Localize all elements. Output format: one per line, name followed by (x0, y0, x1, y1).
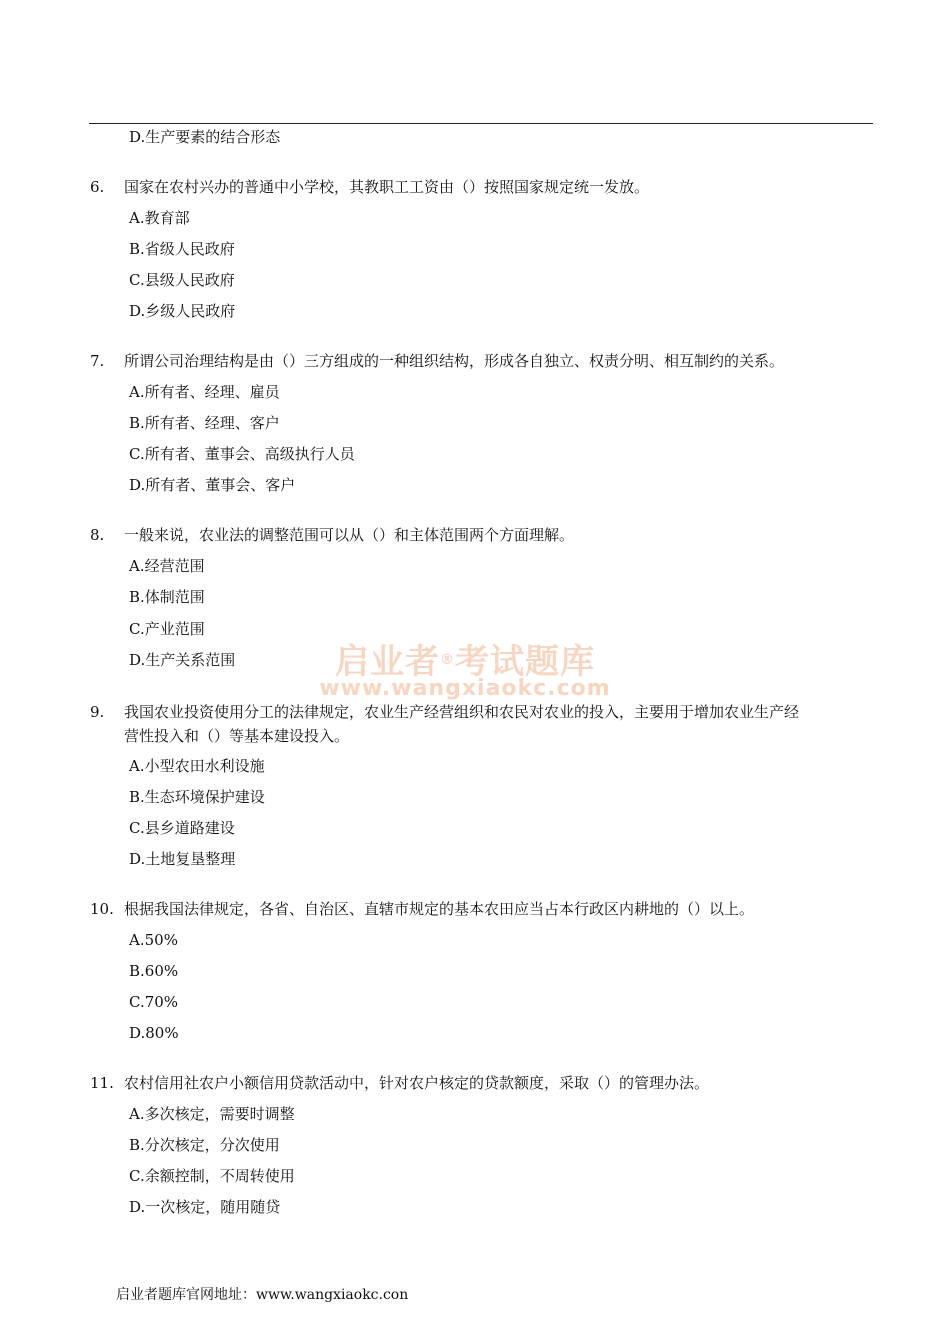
prev-question-option-d: D.生产要素的结合形态 (129, 128, 281, 146)
question-11-option-b: B.分次核定，分次使用 (129, 1136, 280, 1154)
question-6-option-d: D.乡级人民政府 (129, 302, 236, 320)
question-7-option-c: C.所有者、董事会、高级执行人员 (129, 445, 355, 463)
question-8-option-a: A.经营范围 (129, 557, 205, 575)
header-rule (89, 123, 873, 124)
question-9-text-line1: 我国农业投资使用分工的法律规定，农业生产经营组织和农民对农业的投入，主要用于增加农业生产经 (124, 703, 800, 721)
question-9-option-d: D.土地复垦整理 (129, 850, 236, 868)
question-11-number: 11. (90, 1074, 114, 1092)
watermark-logo (310, 642, 620, 700)
question-9-option-c: C.县乡道路建设 (129, 819, 235, 837)
question-11-option-d: D.一次核定，随用随贷 (129, 1198, 281, 1216)
question-8-number: 8. (90, 526, 105, 544)
question-8-text: 一般来说，农业法的调整范围可以从（）和主体范围两个方面理解。 (124, 526, 575, 544)
question-10-number: 10. (90, 900, 114, 918)
watermark-title: 启业者®考试题库 (335, 642, 595, 682)
question-7-option-d: D.所有者、董事会、客户 (129, 476, 296, 494)
question-9-option-b: B.生态环境保护建设 (129, 788, 265, 806)
question-9-option-a: A.小型农田水利设施 (129, 757, 265, 775)
question-11-text: 农村信用社农户小额信用贷款活动中，针对农户核定的贷款额度，采取（）的管理办法。 (124, 1074, 710, 1092)
question-7-option-b: B.所有者、经理、客户 (129, 414, 280, 432)
question-8-option-c: C.产业范围 (129, 620, 205, 638)
question-7-text: 所谓公司治理结构是由（）三方组成的一种组织结构，形成各自独立、权责分明、相互制约的关系。 (124, 352, 785, 370)
question-7-option-a: A.所有者、经理、雇员 (129, 383, 280, 401)
question-6-option-c: C.县级人民政府 (129, 271, 235, 289)
question-8-option-d: D.生产关系范围 (129, 651, 236, 669)
watermark-url: www.wangxiaokc.com (319, 676, 611, 701)
question-6-option-b: B.省级人民政府 (129, 240, 235, 258)
footer-site-address: 启业者题库官网地址：www.wangxiaokc.con (116, 1287, 409, 1303)
question-10-option-a: A.50% (129, 931, 178, 949)
question-10-text: 根据我国法律规定，各省、自治区、直辖市规定的基本农田应当占本行政区内耕地的（）以上。 (124, 900, 755, 918)
question-6-option-a: A.教育部 (129, 209, 190, 227)
question-10-option-d: D.80% (129, 1024, 179, 1042)
question-6-text: 国家在农村兴办的普通中小学校，其教职工工资由（）按照国家规定统一发放。 (124, 178, 650, 196)
question-11-option-c: C.余额控制，不周转使用 (129, 1167, 295, 1185)
question-9-text-line2: 营性投入和（）等基本建设投入。 (124, 727, 350, 745)
question-10-option-b: B.60% (129, 962, 179, 980)
question-6-number: 6. (90, 178, 105, 196)
question-11-option-a: A.多次核定，需要时调整 (129, 1105, 295, 1123)
question-10-option-c: C.70% (129, 993, 179, 1011)
question-9-number: 9. (90, 703, 105, 721)
question-7-number: 7. (90, 352, 105, 370)
question-8-option-b: B.体制范围 (129, 588, 205, 606)
